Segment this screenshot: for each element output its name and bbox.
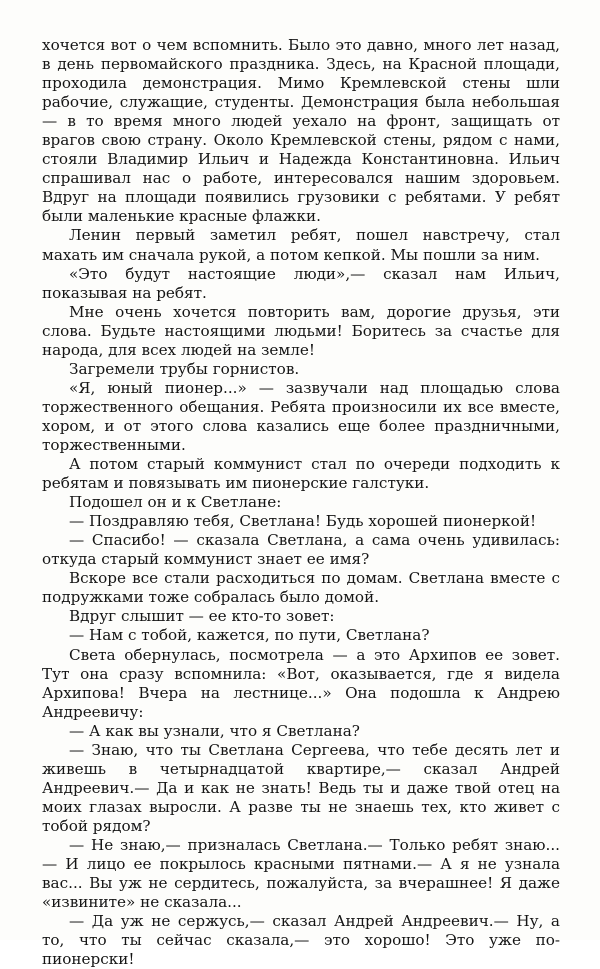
- paragraph: «Это будут настоящие люди»,— сказал нам Ильич, показывая на ребят.: [42, 264, 560, 302]
- paragraph: Света обернулась, посмотрела — а это Архипов ее зовет. Тут она сразу вспомнила: «Вот, оказывается, где я видела Архипова! Вчера на лестнице...» Она подошла к Андрею Андреевичу:: [42, 645, 560, 721]
- paragraph: Вскоре все стали расходиться по домам. Светлана вместе с подружками тоже собралась было домой.: [42, 569, 560, 607]
- paragraph: Подошел он и к Светлане:: [69, 493, 282, 512]
- dialogue-line: — Не знаю,— призналась Светлана.— Только ребят знаю...— И лицо ее покрылось красными пятнами.— А я не узнала вас... Вы уж не сердитесь, пожалуйста, за вчерашнее! Я даже «извините» не сказала...: [42, 835, 560, 912]
- paragraph: Ленин первый заметил ребят, пошел навстречу, стал махать им сначала рукой, а потом кепкой. Мы пошли за ним.: [42, 226, 560, 264]
- dialogue-line: — А как вы узнали, что я Светлана?: [69, 721, 360, 740]
- paragraph: Мне очень хочется повторить вам, дорогие друзья, эти слова. Будьте настоящими людьми! Боритесь за счастье для народа, для всех людей на земле!: [42, 302, 560, 359]
- paragraph: «Я, юный пионер...» — зазвучали над площадью слова торжественного обещания. Ребята произносили их все вместе, хором, и от этого слова казались еще более праздничными, торжественными.: [42, 378, 560, 454]
- dialogue-line: — Знаю, что ты Светлана Сергеева, что тебе десять лет и живешь в четырнадцатой квартире,— сказал Андрей Андреевич.— Да и как не знать! Ведь ты и даже твой отец на моих глазах выросли. А разве ты не знаешь тех, кто живет с тобой рядом?: [42, 740, 560, 835]
- paragraph: хочется вот о чем вспомнить. Было это давно, много лет назад, в день первомайского праздника. Здесь, на Красной площади, проходила демонстрация. Мимо Кремлевской стены шли рабочие, служащие, студенты. Демонстрация была небольшая — в то время много людей уехало на фронт, защищать от врагов свою страну. Около Кремлевской стены, рядом с нами, стояли Владимир Ильич и Надежда Константиновна. Ильич спрашивал нас о работе, интересовался нашим здоровьем. Вдруг на площади появились грузовики с ребятами. У ребят были маленькие красные флажки.: [42, 36, 560, 226]
- dialogue-line: — Да уж не сержусь,— сказал Андрей Андреевич.— Ну, а то, что ты сейчас сказала,— это хорошо! Это уже по-пионерски!: [42, 912, 560, 969]
- paragraph: Загремели трубы горнистов.: [69, 359, 300, 378]
- dialogue-line: — Спасибо! — сказала Светлана, а сама очень удивилась: откуда старый коммунист знает ее имя?: [42, 531, 560, 569]
- dialogue-line: — Нам с тобой, кажется, по пути, Светлана?: [69, 626, 430, 645]
- paragraph: А потом старый коммунист стал по очереди подходить к ребятам и повязывать им пионерские галстуки.: [42, 455, 560, 493]
- paragraph: Вдруг слышит — ее кто-то зовет:: [69, 607, 335, 626]
- dialogue-line: — Поздравляю тебя, Светлана! Будь хорошей пионеркой!: [69, 512, 537, 531]
- page-text: [42, 36, 560, 969]
